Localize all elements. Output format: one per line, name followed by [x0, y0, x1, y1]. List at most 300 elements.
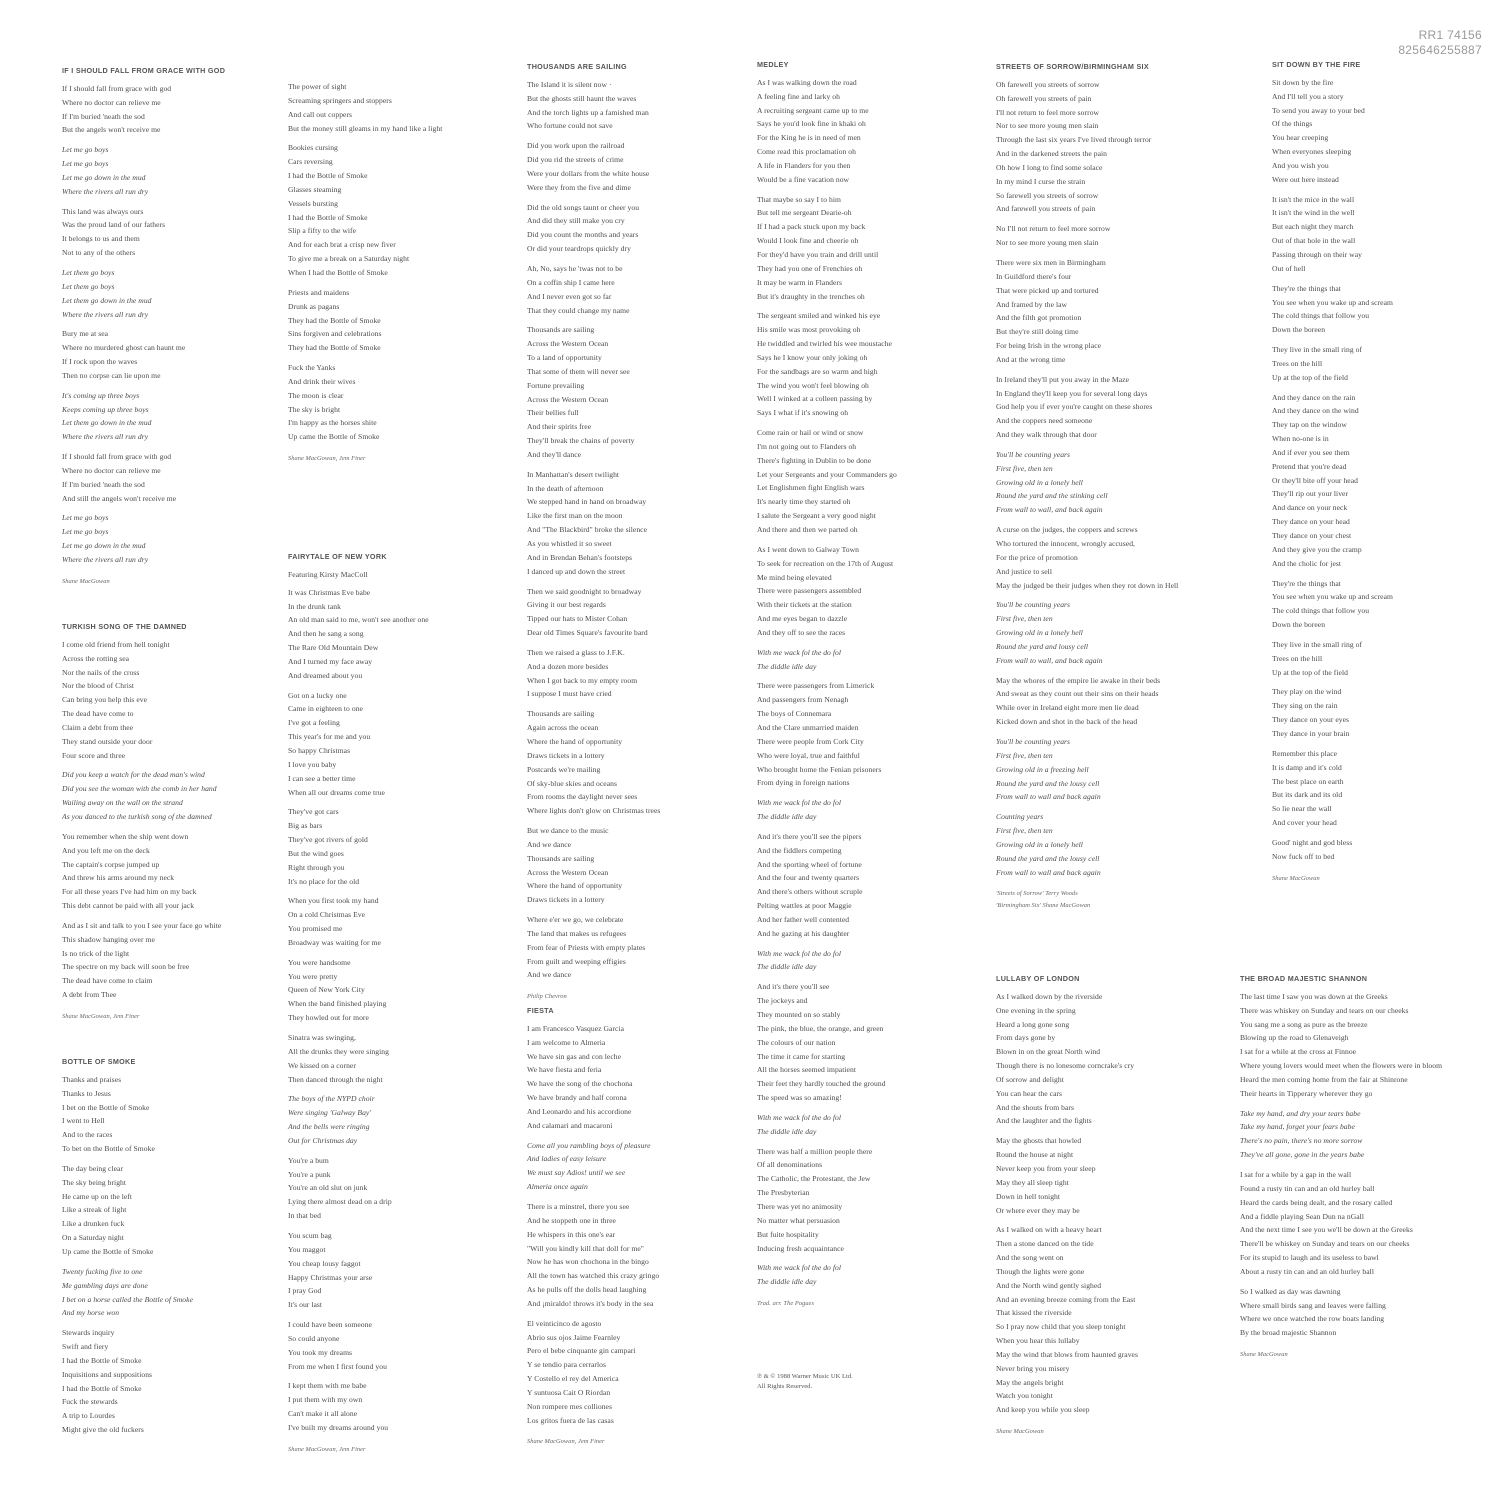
lyric-line: It may be warm in Flanders	[757, 277, 843, 287]
lyric-line: And for each brat a crisp new fiver	[288, 240, 396, 250]
chorus-stanza	[62, 389, 297, 444]
lyric-line: I'm happy as the horses shite	[288, 418, 377, 428]
lyric-line: So I walked as day was dawning	[1240, 1286, 1341, 1296]
lyric-line: Almeria once again	[527, 1182, 588, 1192]
lyric-line: In Ireland they'll put you away in the Maze	[996, 374, 1129, 384]
lyric-line: So farewell you streets of sorrow	[996, 190, 1099, 200]
verse-stanza	[757, 426, 992, 537]
lyric-line: It's coming up three boys	[62, 390, 140, 400]
lyric-line: An old man said to me, won't see another one	[288, 615, 429, 625]
lyric-line: When the band finished playing	[288, 999, 387, 1009]
lyric-line: And "The Blackbird" broke the silence	[527, 525, 648, 535]
lyric-line: With me wack fol the do fol	[757, 1112, 842, 1122]
verse-stanza	[62, 327, 297, 382]
lyric-line: Not to any of the others	[62, 248, 136, 258]
lyric-line: Their feet they hardly touched the ground	[757, 1079, 886, 1089]
lyric-line: Across the rotting sea	[62, 653, 130, 663]
lyric-line: Bury me at sea	[62, 329, 109, 339]
lyric-line: Let me go down in the mud	[62, 541, 146, 551]
lyric-line: There is a minstrel, there you see	[527, 1201, 630, 1211]
lyric-line: They've got cars	[288, 807, 339, 817]
lyric-line: On a coffin ship I came here	[527, 277, 615, 287]
lyric-line: Draws tickets in a lottery	[527, 750, 605, 760]
verse-stanza	[996, 1223, 1231, 1417]
lyric-line: Says he you'd look fine in khaki oh	[757, 119, 866, 129]
lyric-line: And you wish you	[1272, 160, 1329, 170]
lyric-line: And the next time I see you we'll be down at the Greeks	[1240, 1225, 1413, 1235]
song	[996, 972, 1231, 1437]
lyric-line: The cold things that follow you	[1272, 606, 1370, 616]
verse-stanza	[288, 956, 523, 1025]
lyric-line: Slip a fifty to the wife	[288, 226, 357, 236]
lyric-line: Round the yard and the stinking cell	[996, 491, 1108, 501]
lyric-line: This debt cannot be paid with all your jack	[62, 901, 195, 911]
lyric-line: Were your dollars from the white house	[527, 168, 650, 178]
songwriter-credit: Shane MacGowan, Jem Finer	[288, 1445, 366, 1453]
lyric-line: Let me go boys	[62, 527, 109, 537]
lyric-line: No I'll not return to feel more sorrow	[996, 224, 1111, 234]
lyric-line: And to the races	[62, 1130, 113, 1140]
lyric-line: They stand outside your door	[62, 736, 153, 746]
lyric-line: When everyones sleeping	[1272, 147, 1352, 157]
lyric-line: You'll be counting years	[996, 449, 1071, 459]
lyric-line: You hear creeping	[1272, 133, 1329, 143]
lyric-line: They'll break the chains of poverty	[527, 436, 635, 446]
lyric-line: Swift and fiery	[62, 1342, 109, 1352]
chorus-stanza	[996, 598, 1231, 667]
lyric-line: That they could change my name	[527, 305, 630, 315]
verse-stanza	[62, 1326, 297, 1437]
lyric-line: Nor the nails of the cross	[62, 667, 140, 677]
lyric-line: We have sin gas and con leche	[527, 1051, 622, 1061]
song	[757, 58, 992, 1309]
verse-stanza	[288, 286, 523, 355]
lyric-line: They've got rivers of gold	[288, 835, 368, 845]
verse-stanza	[1272, 76, 1500, 187]
lyric-line: And it's there you'll see the pipers	[757, 831, 862, 841]
lyric-line: And it's there you'll see	[757, 982, 830, 992]
verse-stanza	[527, 262, 762, 317]
songwriter-credit: 'Birmingham Six' Shane MacGowan	[996, 902, 1091, 910]
lyric-line: Blown in on the great North wind	[996, 1047, 1101, 1057]
verse-stanza	[527, 468, 762, 579]
song-title: FIESTA	[527, 1006, 554, 1015]
lyric-line: But fuite hospitality	[757, 1229, 819, 1239]
lyric-line: Were they from the five and dime	[527, 182, 631, 192]
lyric-line: For its stupid to laugh and its useless to bawl	[1240, 1253, 1379, 1263]
lyric-line: All the horses seemed impatient	[757, 1065, 856, 1075]
lyric-line: Were out here instead	[1272, 174, 1339, 184]
lyric-line: Growing old in a lonely hell	[996, 628, 1083, 638]
chorus-stanza	[527, 1139, 762, 1194]
lyric-line: The diddle idle day	[757, 1126, 817, 1136]
lyric-line: And he gazing at his daughter	[757, 928, 850, 938]
lyric-line: There were passengers from Limerick	[757, 681, 875, 691]
song-title: IF I SHOULD FALL FROM GRACE WITH GOD	[62, 66, 226, 75]
songwriter-credit: Shane MacGowan, Jem Finer	[62, 1012, 140, 1020]
lyric-line: This year's for me and you	[288, 732, 371, 742]
chorus-stanza	[1240, 1107, 1475, 1162]
lyric-line: It isn't the mice in the wall	[1272, 194, 1355, 204]
copyright-line: All Rights Reserved.	[757, 1383, 813, 1390]
lyric-line: It's nearly time they started oh	[757, 497, 851, 507]
lyric-line: Across the Western Ocean	[527, 867, 609, 877]
song-title: THOUSANDS ARE SAILING	[527, 62, 627, 71]
lyric-line: You see when you wake up and scream	[1272, 592, 1393, 602]
lyric-line: The wind you won't feel blowing oh	[757, 380, 869, 390]
lyric-line: The colours of our nation	[757, 1037, 836, 1047]
lyric-line: With me wack fol the do fol	[757, 948, 842, 958]
song-title: THE BROAD MAJESTIC SHANNON	[1240, 974, 1368, 983]
verse-stanza	[527, 1022, 762, 1133]
chorus-stanza	[62, 1265, 297, 1320]
lyric-line: We stepped hand in hand on broadway	[527, 497, 647, 507]
lyric-line: Lying there almost dead on a drip	[288, 1197, 392, 1207]
lyric-line: Where the rivers all run dry	[62, 432, 149, 442]
verse-stanza	[757, 76, 992, 187]
catalog-number: RR1 74156	[1418, 28, 1482, 42]
lyric-line: To bet on the Bottle of Smoke	[62, 1144, 155, 1154]
lyric-line: Did you count the months and years	[527, 230, 639, 240]
lyric-line: Where young lovers would meet when the flowers were in bloom	[1240, 1061, 1443, 1071]
lyric-line: Where the hand of opportunity	[527, 736, 623, 746]
lyric-line: Heard the men coming home from the fair at Shinrone	[1240, 1074, 1408, 1084]
lyric-line: Stewards inquiry	[62, 1328, 115, 1338]
lyric-line: They'll rip out your liver	[1272, 489, 1349, 499]
lyric-line: Queen of New York City	[288, 985, 365, 995]
lyric-line: We must say Adios! until we see	[527, 1168, 626, 1178]
lyric-line: So lie near the wall	[1272, 804, 1332, 814]
lyric-line: From guilt and weeping effigies	[527, 956, 626, 966]
lyric-line: You maggot	[288, 1244, 326, 1254]
verse-stanza	[62, 638, 297, 763]
lyric-line: Non rompere mes colliones	[527, 1401, 612, 1411]
lyric-line: To a land of opportunity	[527, 353, 602, 363]
lyric-line: But the wind goes	[288, 848, 344, 858]
lyric-line: Giving it our best regards	[527, 600, 606, 610]
lyric-line: And they off to see the races	[757, 627, 846, 637]
lyric-line: I bet on a horse called the Bottle of Smoke	[62, 1294, 193, 1304]
lyric-line: They sing on the rain	[1272, 701, 1338, 711]
barcode-number: 825646255887	[1398, 43, 1482, 57]
lyric-line: Let them go boys	[62, 281, 115, 291]
lyric-line: The diddle idle day	[757, 962, 817, 972]
lyric-line: And the four and twenty quarters	[757, 873, 860, 883]
lyric-line: Come all you rambling boys of pleasure	[527, 1140, 651, 1150]
lyric-line: They had you one of Frenchies oh	[757, 263, 863, 273]
verse-stanza	[1272, 577, 1500, 632]
lyric-line: Come rain or hail or wind or snow	[757, 428, 864, 438]
lyric-line: And my horse won	[62, 1308, 120, 1318]
lyric-line: You'll be counting years	[996, 736, 1071, 746]
lyric-line: Fuck the stewards	[62, 1397, 118, 1407]
lyric-line: Trees on the hill	[1272, 358, 1323, 368]
lyric-line: The sergeant smiled and winked his eye	[757, 311, 881, 321]
songwriter-credit: Shane MacGowan	[1272, 874, 1320, 882]
lyric-line: And the cholic for jest	[1272, 558, 1342, 568]
lyric-line: Draws tickets in a lottery	[527, 895, 605, 905]
lyric-line: If I'm buried 'neath the sod	[62, 111, 145, 121]
song	[527, 60, 762, 1002]
songwriter-credit: Shane MacGowan	[62, 577, 110, 585]
lyric-line: I had the Bottle of Smoke	[62, 1383, 142, 1393]
lyric-line: The dead have come to claim	[62, 976, 153, 986]
lyric-line: And their spirits free	[527, 422, 592, 432]
lyric-line: About a rusty tin can and an old hurley ball	[1240, 1266, 1375, 1276]
lyric-line: While over in Ireland eight more men lie dead	[996, 703, 1139, 713]
lyric-line: They're the things that	[1272, 578, 1341, 588]
lyric-line: The diddle idle day	[757, 812, 817, 822]
lyric-line: Then we said goodnight to broadway	[527, 586, 642, 596]
lyric-line: And did they still make you cry	[527, 216, 625, 226]
lyric-line: Of sorrow and delight	[996, 1074, 1064, 1084]
lyric-line: Got on a lucky one	[288, 690, 347, 700]
lyric-line: First five, then ten	[996, 463, 1053, 473]
lyric-line: Who were loyal, true and faithful	[757, 750, 860, 760]
lyric-line: From me when I first found you	[288, 1361, 387, 1371]
lyric-line: For the price of promotion	[996, 552, 1078, 562]
verse-stanza	[288, 80, 523, 135]
lyric-line: It was Christmas Eve babe	[288, 587, 371, 597]
lyric-line: Or they'll bite off your head	[1272, 475, 1358, 485]
lyric-line: And farewell you streets of pain	[996, 204, 1096, 214]
lyric-line: Where the hand of opportunity	[527, 881, 623, 891]
lyric-line: Down the boreen	[1272, 325, 1326, 335]
lyric-line: Where e'er we go, we celebrate	[527, 915, 624, 925]
lyric-line: When I got back to my empty room	[527, 675, 638, 685]
lyric-line: That maybe so say I to him	[757, 194, 841, 204]
lyric-line: Then a stone danced on the tide	[996, 1239, 1094, 1249]
lyric-line: Never bring you misery	[996, 1363, 1070, 1373]
lyric-line: Good' night and god bless	[1272, 837, 1353, 847]
lyric-line: You'll be counting years	[996, 600, 1071, 610]
lyric-line: The sky is bright	[288, 404, 341, 414]
lyric-line: Keeps coming up three boys	[62, 404, 149, 414]
lyric-line: Or did your teardrops quickly dry	[527, 244, 631, 254]
lyric-line: May the judged be their judges when they rot down in Hell	[996, 580, 1179, 590]
lyric-line: Y se tendio para cerrarlos	[527, 1360, 607, 1370]
lyric-line: As he pulls off the dolls head laughing	[527, 1285, 647, 1295]
lyric-line: Cars reversing	[288, 157, 333, 167]
verse-stanza	[288, 805, 523, 888]
lyric-line: The cold things that follow you	[1272, 311, 1370, 321]
lyric-line: But its dark and its old	[1272, 790, 1343, 800]
lyric-line: Thanks to Jesus	[62, 1088, 111, 1098]
lyric-line: With me wack fol the do fol	[757, 1263, 842, 1273]
lyric-line: In my mind I curse the strain	[996, 176, 1086, 186]
lyric-line: You were handsome	[288, 957, 351, 967]
song	[62, 620, 297, 1022]
chorus-stanza	[757, 1111, 992, 1139]
lyric-line: Across the Western Ocean	[527, 394, 609, 404]
songwriter-credit: Shane MacGowan	[996, 1428, 1044, 1436]
verse-stanza	[996, 990, 1231, 1128]
lyric-line: Me gambling days are done	[62, 1280, 148, 1290]
lyric-line: The jockeys and	[757, 996, 808, 1006]
lyric-line: And we dance	[527, 839, 572, 849]
lyric-line: He twiddled and twirled his wee moustache	[757, 339, 892, 349]
lyric-line: He came up on the left	[62, 1191, 133, 1201]
lyric-line: And I'll tell you a story	[1272, 91, 1344, 101]
lyric-line: Growing old in a freezing hell	[996, 764, 1089, 774]
lyric-line: But the money still gleams in my hand like a light	[288, 123, 443, 133]
lyric-line: Like a streak of light	[62, 1205, 127, 1215]
lyric-line: Where the rivers all run dry	[62, 555, 149, 564]
lyric-line: Nor to see more young men slain	[996, 238, 1099, 248]
chorus-stanza	[757, 646, 992, 674]
lyric-line: Oh farewell you streets of sorrow	[996, 79, 1100, 89]
lyric-line: If I should fall from grace with god	[62, 452, 172, 462]
verse-stanza	[1272, 685, 1500, 740]
lyric-line: Did you see the woman with the comb in her hand	[62, 784, 217, 794]
lyric-line: That were picked up and tortured	[996, 285, 1099, 295]
lyric-line: I'll not return to feel more sorrow	[996, 107, 1100, 117]
song	[527, 1004, 762, 1447]
chorus-stanza	[62, 768, 297, 823]
lyric-line: First five, then ten	[996, 614, 1053, 624]
lyric-line: Where small birds sang and leaves were falling	[1240, 1300, 1386, 1310]
chorus-stanza	[62, 143, 297, 198]
lyric-line: Across the Western Ocean	[527, 339, 609, 349]
verse-stanza	[62, 830, 297, 913]
verse-stanza	[62, 1162, 297, 1259]
lyric-line: Growing old in a lonely hell	[996, 839, 1083, 849]
verse-stanza	[527, 585, 762, 640]
lyric-line: A feeling fine and larky oh	[757, 91, 840, 101]
verse-stanza	[996, 523, 1231, 592]
verse-stanza	[527, 824, 762, 907]
lyric-line: To seek for recreation on the 17th of August	[757, 558, 894, 568]
lyric-line: A debt from Thee	[62, 990, 117, 1000]
lyric-line: It belongs to us and them	[62, 234, 140, 244]
lyric-line: I am welcome to Almeria	[527, 1037, 606, 1047]
lyric-line: May the whores of the empire lie awake in their beds	[996, 675, 1161, 685]
song-title: TURKISH SONG OF THE DAMNED	[62, 622, 187, 631]
lyric-line: First five, then ten	[996, 750, 1053, 760]
verse-stanza	[527, 646, 762, 701]
lyric-line: Los gritos fuera de las casas	[527, 1415, 614, 1425]
chorus-stanza	[996, 448, 1231, 517]
lyric-line: For the sandbags are so warm and high	[757, 366, 878, 376]
lyric-line: From wall to wall and back again	[996, 867, 1101, 877]
lyric-line: The captain's corpse jumped up	[62, 859, 160, 869]
lyric-line: And the coppers need someone	[996, 416, 1093, 426]
lyric-line: Big as bars	[288, 821, 323, 831]
lyric-line: Twenty fucking five to one	[62, 1266, 143, 1276]
lyric-line: Let me go boys	[62, 159, 109, 169]
lyric-line: Like the first man on the moon	[527, 511, 623, 521]
verse-stanza	[757, 679, 992, 790]
lyric-line: In that bed	[288, 1211, 322, 1221]
lyric-line: In the drunk tank	[288, 601, 341, 611]
verse-stanza	[757, 193, 992, 304]
copyright-line: ℗ & © 1988 Warner Music UK Ltd.	[757, 1373, 853, 1380]
verse-stanza	[527, 139, 762, 194]
lyric-line: I love you baby	[288, 759, 337, 769]
verse-stanza	[288, 1229, 523, 1312]
lyric-line: Would I look fine and cheerie oh	[757, 236, 859, 246]
lyric-line: Did you rid the streets of crime	[527, 155, 624, 165]
verse-stanza	[288, 1318, 523, 1373]
lyric-line: There's fighting in Dublin to be done	[757, 455, 872, 465]
lyric-line: Bookies cursing	[288, 143, 338, 153]
verse-stanza	[527, 78, 762, 133]
lyric-line: I salute the Sergeant a very good night	[757, 511, 876, 521]
lyric-line: In Manhattan's desert twilight	[527, 469, 620, 479]
lyric-line: The boys of Connemara	[757, 709, 832, 719]
lyric-line: He whispers in this one's ear	[527, 1229, 616, 1239]
lyric-line: They live in the small ring of	[1272, 345, 1363, 355]
lyric-line: His smile was most provoking oh	[757, 325, 861, 335]
lyric-line: Round the yard and the lousy cell	[996, 778, 1100, 788]
lyric-line: Nor to see more young men slain	[996, 121, 1099, 131]
lyric-line: Of the things	[1272, 119, 1313, 129]
verse-stanza	[527, 1200, 762, 1311]
lyric-line: Round the yard and the lousy cell	[996, 853, 1100, 863]
lyric-line: And there and then we parted oh	[757, 525, 858, 534]
lyric-line: El veinticinco de agosto	[527, 1318, 602, 1328]
lyric-line: Up came the Bottle of Smoke	[288, 432, 380, 442]
lyric-line: Up at the top of the field	[1272, 372, 1348, 382]
lyric-line: I could have been someone	[288, 1320, 372, 1330]
lyric-line: If I had a pack stuck upon my back	[757, 222, 866, 232]
lyric-line: Fuck the Yanks	[288, 363, 336, 373]
lyric-line: You sang me a song as pure as the breeze	[1240, 1019, 1368, 1029]
lyric-line: You remember when the ship went down	[62, 831, 189, 841]
lyric-line: The day being clear	[62, 1163, 124, 1173]
chorus-stanza	[996, 810, 1231, 879]
song-title: SIT DOWN BY THE FIRE	[1272, 60, 1361, 69]
lyric-line: And dreamed about you	[288, 670, 363, 680]
verse-stanza	[288, 1154, 523, 1223]
verse-stanza	[757, 980, 992, 1105]
lyric-line: I suppose I must have cried	[527, 689, 612, 699]
lyric-line: We have fiesta and feria	[527, 1065, 602, 1075]
song	[1240, 972, 1475, 1360]
lyric-line: Of sky-blue skies and oceans	[527, 778, 617, 788]
lyric-line: From days gone by	[996, 1033, 1056, 1043]
lyric-line: I had the Bottle of Smoke	[288, 212, 368, 222]
lyric-line: You were pretty	[288, 971, 338, 981]
lyric-line: Would be a fine vacation now	[757, 174, 850, 184]
lyric-line: Oh how I long to find some solace	[996, 162, 1103, 172]
lyric-line: Came in eighteen to one	[288, 704, 363, 714]
verse-stanza	[996, 373, 1231, 442]
lyric-line: Growing old in a lonely hell	[996, 477, 1083, 487]
lyric-line: And an evening breeze coming from the East	[996, 1294, 1136, 1304]
songwriter-credit: Shane MacGowan, Jem Finer	[527, 1438, 605, 1446]
verse-stanza	[288, 1031, 523, 1086]
verse-stanza	[1272, 747, 1500, 830]
lyric-line: Remember this place	[1272, 748, 1338, 758]
verse-stanza	[757, 1145, 992, 1256]
lyric-line: Priests and maidens	[288, 287, 350, 297]
lyric-line: Take my hand, and dry your tears babe	[1240, 1108, 1361, 1118]
lyric-line: And in the darkened streets the pain	[996, 149, 1108, 159]
lyric-line: There was whiskey on Sunday and tears on our cheeks	[1240, 1005, 1409, 1015]
lyric-line: This shadow hanging over me	[62, 934, 155, 944]
lyric-line: Of all denominations	[757, 1160, 823, 1170]
verse-stanza	[1272, 282, 1500, 337]
lyric-line: And the song went on	[996, 1253, 1064, 1263]
lyric-line: Where no murdered ghost can haunt me	[62, 343, 186, 353]
lyric-line: And they dance on the rain	[1272, 392, 1356, 402]
lyric-line: And the North wind gently sighed	[996, 1280, 1102, 1290]
lyric-line: To give me a break on a Saturday night	[288, 254, 410, 264]
lyric-line: Then we raised a glass to J.F.K.	[527, 647, 625, 657]
lyric-line: I've built my dreams around you	[288, 1422, 389, 1432]
lyric-line: Then danced through the night	[288, 1074, 383, 1084]
